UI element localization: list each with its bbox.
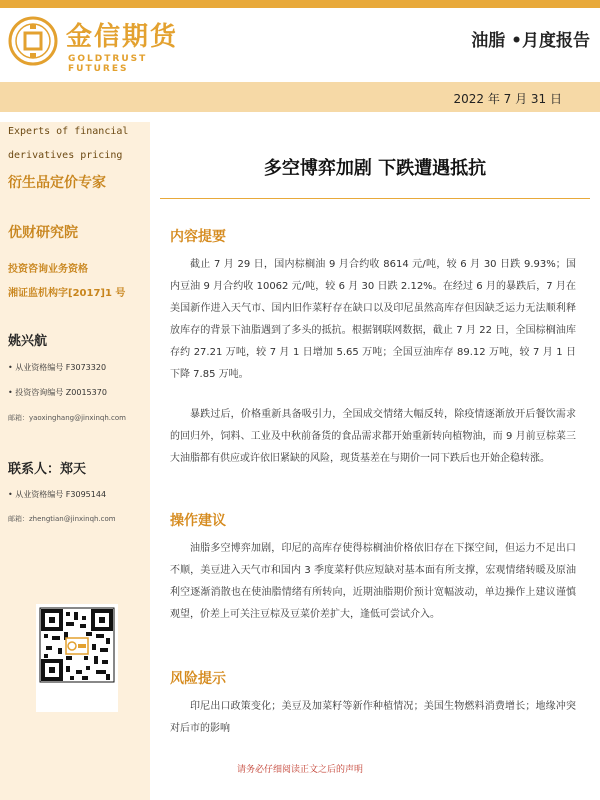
tagline-en-line2: derivatives pricing	[8, 150, 123, 161]
institute-name: 优财研究院	[8, 225, 78, 241]
report-type: 油脂 •月度报告	[471, 31, 590, 51]
contact-cert-1: • 从业资格编号 F3095144	[8, 490, 107, 499]
company-logo	[8, 14, 208, 74]
footer-disclaimer: 请务必仔细阅读正文之后的声明	[236, 765, 363, 775]
advice-paragraph: 油脂多空博弈加剧，印尼的高库存使得棕榈油价格依旧存在下探空间，但运力不足出口不顺，美豆进入天气市和国内 3 季度菜籽供应短缺对基本面有所支撑，宏观情绪转暖及原油利空逐渐消散也在使油脂情绪有所转向，近期油脂期价预计宽幅波动，单边操作上建议谨慎观望，价差上可关注豆棕及豆菜价差扩大，逢低可尝试介入。	[170, 543, 576, 620]
section-heading-summary: 内容提要	[170, 229, 226, 245]
section-heading-risk: 风险提示	[170, 671, 226, 687]
tagline-en-line1: Experts of financial	[8, 126, 129, 137]
risk-paragraph: 印尼出口政策变化；美豆及加菜籽等新作种植情况；美国生物燃料消费增长；地缘冲突对后市的影响	[170, 701, 576, 734]
summary-paragraph-1: 截止 7 月 29 日，国内棕榈油 9 月合约收 8614 元/吨，较 6 月 30 日跌 9.93%；国内豆油 9 月合约收 10062 元/吨，较 6 月 30 日跌 2.12%。在经过 6 月的暴跌后，7 月在美国新作进入天气市、国内旧作菜籽存在缺口以及印尼虽然高库存但因缺乏运力无法顺利释放库存的背景下油脂遇到了多头的抵抗。根据钢联网数据，截止 7 月 22 日，全国棕榈油库存约 27.21 万吨，较 7 月 1 日增加 5.65 万吨；全国豆油库存 89.12 万吨，较 7 月 1 日下降 7.85 万吨。	[170, 259, 576, 380]
analyst-cert-1: • 从业资格编号 F3073320	[8, 363, 107, 372]
analyst-cert-2: • 投资咨询编号 Z0015370	[8, 388, 107, 397]
report-date: 2022 年 7 月 31 日	[453, 92, 562, 106]
contact-email[interactable]: 邮箱：zhengtian@jinxinqh.com	[8, 515, 116, 523]
logo-chinese-text: 金信期货	[66, 22, 179, 52]
contact-name: 联系人：郑天	[8, 462, 87, 477]
tagline-cn: 衍生品定价专家	[8, 175, 106, 191]
qr-code-icon	[36, 604, 118, 712]
qualification: 投资咨询业务资格	[8, 264, 88, 275]
analyst-name: 姚兴航	[8, 334, 48, 349]
report-title: 多空博弈加剧 下跌遭遇抵抗	[263, 158, 487, 179]
top-accent-bar	[0, 0, 600, 8]
license-number: 湘证监机构字[2017]1 号	[8, 288, 126, 299]
section-heading-advice: 操作建议	[170, 513, 226, 529]
title-divider	[160, 198, 590, 199]
logo-english-text: GOLDTRUST FUTURES	[68, 54, 148, 74]
coin-logo-icon	[8, 16, 58, 66]
analyst-email[interactable]: 邮箱：yaoxinghang@jinxinqh.com	[8, 414, 126, 422]
summary-paragraph-2: 暴跌过后，价格重新具备吸引力，全国成交情绪大幅反转，除疫情逐渐放开后餐饮需求的回归外，饲料、工业及中秋前备货的食品需求都开始重新转向植物油，而 9 月前豆棕菜三大油脂都有供应或许依旧紧缺的风险，现货基差在与期价一同下跌后也开始企稳转涨。	[170, 409, 576, 464]
